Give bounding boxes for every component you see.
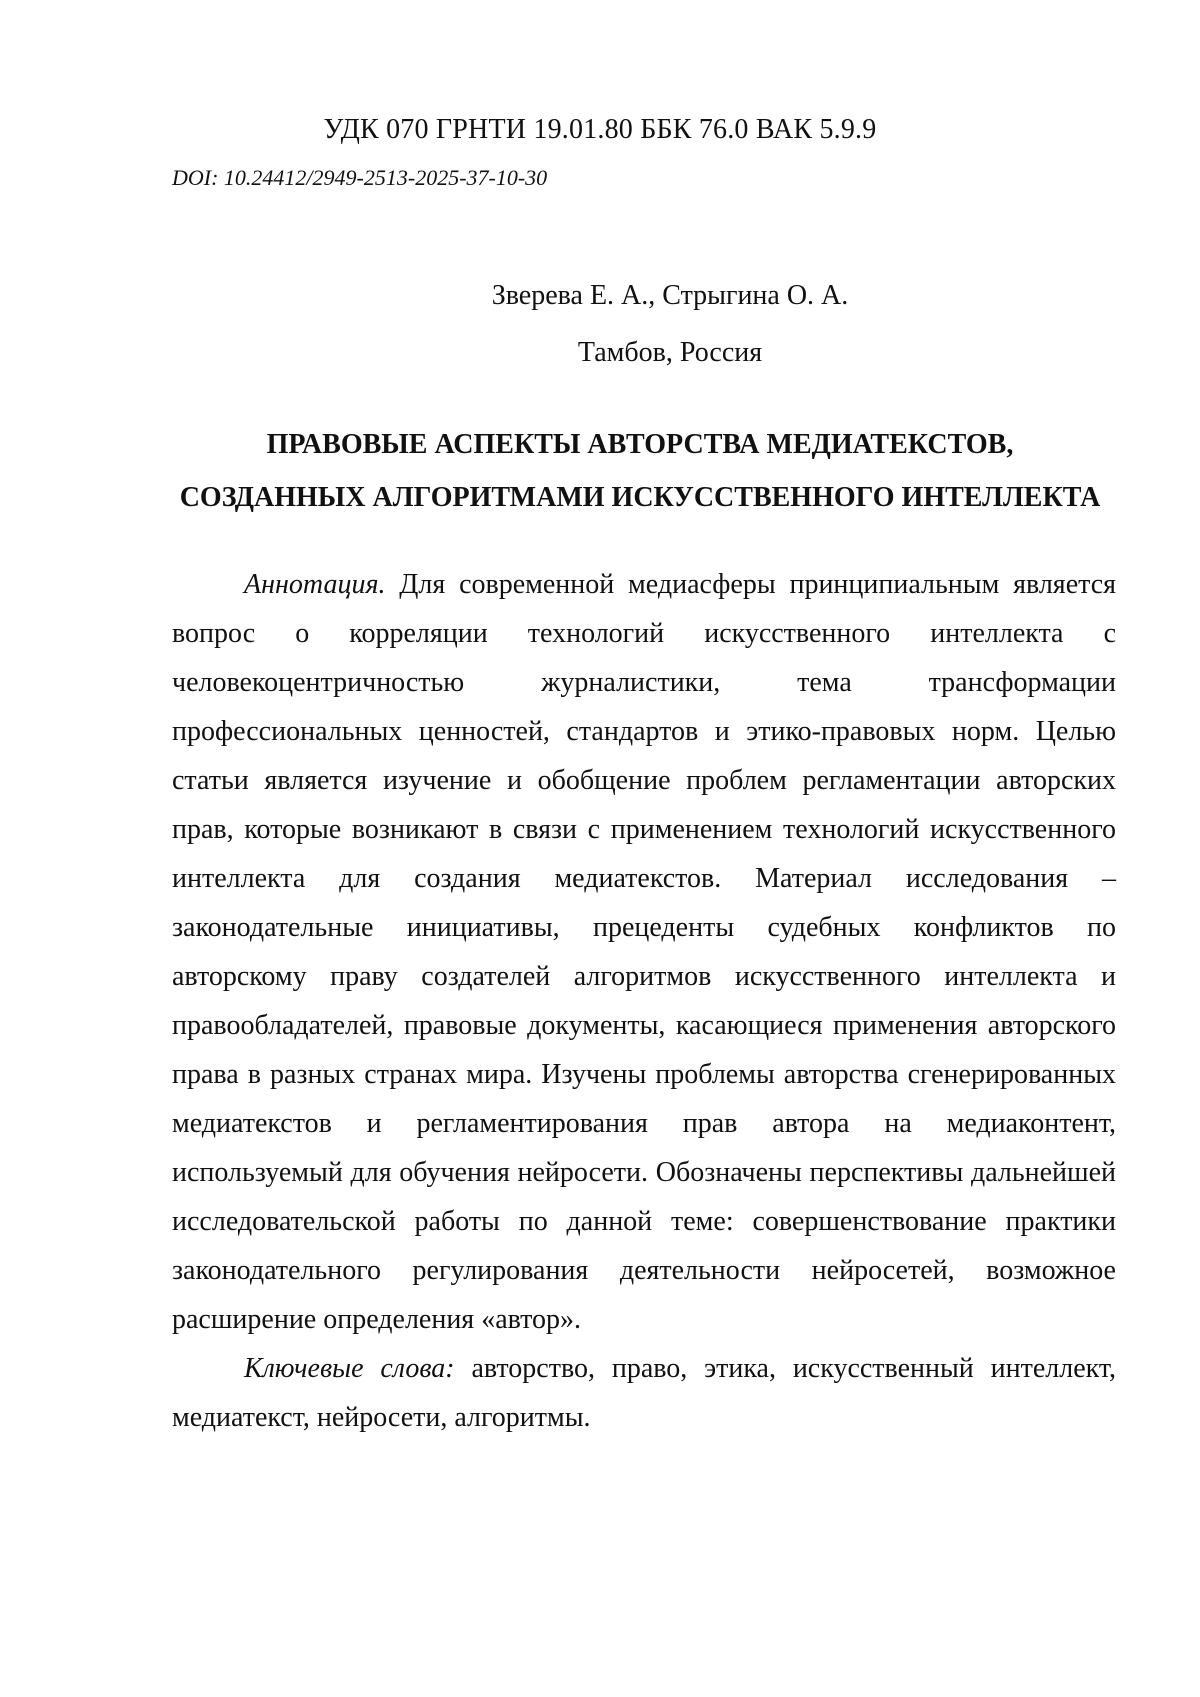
keywords-label: Ключевые слова: xyxy=(244,1353,455,1384)
abstract-paragraph xyxy=(172,560,1116,1344)
abstract-section xyxy=(172,560,1116,1442)
article-title-line-2: СОЗДАННЫХ АЛГОРИТМАМИ ИСКУССТВЕННОГО ИНТЕЛЛЕКТА xyxy=(179,482,1101,513)
classification-codes: УДК 070 ГРНТИ 19.01.80 ББК 76.0 ВАК 5.9.9 xyxy=(323,114,877,145)
keywords-text: авторство, право, этика, искусственный интеллект, медиатекст, нейросети, алгоритмы. xyxy=(172,1353,1117,1433)
doi[interactable]: DOI: 10.24412/2949-2513-2025-37-10-30 xyxy=(172,165,548,190)
authors: Зверева Е. А., Стрыгина О. А. xyxy=(491,280,849,311)
article-title-line-1: ПРАВОВЫЕ АСПЕКТЫ АВТОРСТВА МЕДИАТЕКСТОВ, xyxy=(266,429,1014,460)
abstract-text: Для современной медиасферы принципиальным является вопрос о корреляции технологий искусственного интеллекта с человекоцентричностью журналистики, тема трансформации профессиональных ценностей, стандартов и этико-правовых норм. Целью статьи является изучение и обобщение проблем регламентации авторских прав, которые возникают в связи с применением технологий искусственного интеллекта для создания медиатекстов. Материал исследования – законодательные инициативы, прецеденты судебных конфликтов по авторскому праву создателей алгоритмов искусственного интеллекта и правообладателей, правовые документы, касающиеся применения авторского права в разных странах мира. Изучены проблемы авторства сгенерированных медиатекстов и регламентирования прав автора на медиаконтент, используемый для обучения нейросети. Обозначены перспективы дальнейшей исследовательской работы по данной теме: совершенствование практики законодательного регулирования деятельности нейросетей, возможное расширение определения «автор». xyxy=(172,569,1117,1335)
abstract-label: Аннотация. xyxy=(244,569,386,600)
article-title xyxy=(160,418,1120,524)
keywords-paragraph xyxy=(172,1344,1116,1442)
author-location: Тамбов, Россия xyxy=(577,337,763,368)
